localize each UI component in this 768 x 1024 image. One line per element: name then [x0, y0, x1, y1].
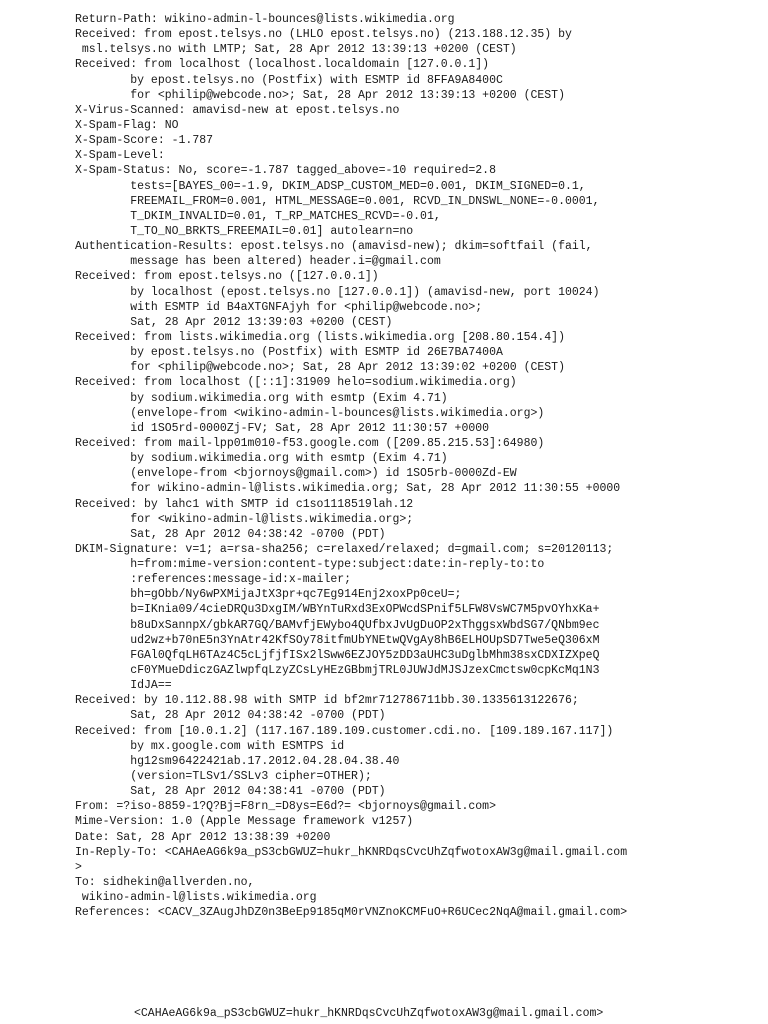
header-line: IdJA== [75, 679, 172, 693]
header-line: T_DKIM_INVALID=0.01, T_RP_MATCHES_RCVD=-0.01, [75, 209, 441, 223]
header-line: cF0YMueDdiczGAZlwpfqLzyZCsLyHEzGBbmjTRL0JUWJdMJSJzexCmctsw0cpKcMq1N3 [75, 664, 600, 678]
email-header-block [75, 12, 627, 920]
header-line: X-Spam-Flag: NO [75, 118, 179, 132]
header-line: bh=gObb/Ny6wPXMijaJtX3pr+qc7Eg914Enj2xoxPp0ceU=; [75, 588, 462, 602]
header-line: with ESMTP id B4aXTGNFAjyh for <philip@webcode.no>; [75, 300, 483, 314]
header-line: for <philip@webcode.no>; Sat, 28 Apr 2012 13:39:02 +0200 (CEST) [75, 361, 565, 375]
header-line: > [75, 860, 82, 874]
header-line: b8uDxSannpX/gbkAR7GQ/BAMvfjEWybo4QUfbxJvUgDuOP2xThggsxWbdSG7/QNbm9ec [75, 618, 600, 632]
header-line: (envelope-from <wikino-admin-l-bounces@lists.wikimedia.org>) [75, 406, 545, 420]
header-line: Received: from epost.telsys.no (LHLO epost.telsys.no) (213.188.12.35) by [75, 28, 572, 42]
header-line: by mx.google.com with ESMTPS id [75, 739, 345, 753]
header-line: FREEMAIL_FROM=0.001, HTML_MESSAGE=0.001, RCVD_IN_DNSWL_NONE=-0.0001, [75, 194, 600, 208]
header-line: wikino-admin-l@lists.wikimedia.org [75, 891, 317, 905]
header-line: b=IKnia09/4cieDRQu3DxgIM/WBYnTuRxd3ExOPWcdSPnif5LFW8VsWC7M5pvOYhxKa+ [75, 603, 600, 617]
header-line: msl.telsys.no with LMTP; Sat, 28 Apr 2012 13:39:13 +0200 (CEST) [75, 43, 517, 57]
header-line: by sodium.wikimedia.org with esmtp (Exim 4.71) [75, 452, 448, 466]
header-line: by localhost (epost.telsys.no [127.0.0.1]) (amavisd-new, port 10024) [75, 285, 600, 299]
header-line: DKIM-Signature: v=1; a=rsa-sha256; c=relaxed/relaxed; d=gmail.com; s=20120113; [75, 542, 614, 556]
header-line: FGAl0QfqLH6TAz4C5cLjfjfISx2lSww6EZJOY5zDD3aUHC3uDglbMhm38sxCDXIZXpeQ [75, 648, 600, 662]
header-line: message has been altered) header.i=@gmail.com [75, 255, 441, 269]
header-line: Sat, 28 Apr 2012 04:38:42 -0700 (PDT) [75, 527, 386, 541]
header-line: Mime-Version: 1.0 (Apple Message framework v1257) [75, 815, 414, 829]
header-line: To: sidhekin@allverden.no, [75, 876, 255, 890]
header-line: for <wikino-admin-l@lists.wikimedia.org>; [75, 512, 414, 526]
header-line: Sat, 28 Apr 2012 04:38:41 -0700 (PDT) [75, 785, 386, 799]
header-line: (envelope-from <bjornoys@gmail.com>) id 1SO5rb-0000Zd-EW [75, 467, 517, 481]
header-line: by sodium.wikimedia.org with esmtp (Exim 4.71) [75, 391, 448, 405]
header-line: for <philip@webcode.no>; Sat, 28 Apr 2012 13:39:13 +0200 (CEST) [75, 88, 565, 102]
footer-reference: <CAHAeAG6k9a_pS3cbGWUZ=hukr_hKNRDqsCvcUhZqfwotoxAW3g@mail.gmail.com> [134, 1007, 604, 1020]
header-line: Date: Sat, 28 Apr 2012 13:38:39 +0200 [75, 830, 331, 844]
header-line: Sat, 28 Apr 2012 04:38:42 -0700 (PDT) [75, 709, 386, 723]
header-line: hg12sm96422421ab.17.2012.04.28.04.38.40 [75, 754, 400, 768]
header-line: by epost.telsys.no (Postfix) with ESMTP id 26E7BA7400A [75, 346, 503, 360]
header-line: Received: from [10.0.1.2] (117.167.189.109.customer.cdi.no. [109.189.167.117]) [75, 724, 614, 738]
header-line: Received: from localhost (localhost.localdomain [127.0.0.1]) [75, 58, 490, 72]
header-line: tests=[BAYES_00=-1.9, DKIM_ADSP_CUSTOM_MED=0.001, DKIM_SIGNED=0.1, [75, 179, 586, 193]
header-line: Received: from lists.wikimedia.org (lists.wikimedia.org [208.80.154.4]) [75, 330, 565, 344]
header-line: Received: from mail-lpp01m010-f53.google.com ([209.85.215.53]:64980) [75, 436, 545, 450]
header-line: by epost.telsys.no (Postfix) with ESMTP id 8FFA9A8400C [75, 73, 503, 87]
header-line: id 1SO5rd-0000Zj-FV; Sat, 28 Apr 2012 11:30:57 +0000 [75, 421, 490, 435]
header-line: X-Spam-Score: -1.787 [75, 134, 214, 148]
header-line: T_TO_NO_BRKTS_FREEMAIL=0.01] autolearn=no [75, 224, 414, 238]
header-line: Received: from epost.telsys.no ([127.0.0.1]) [75, 270, 379, 284]
header-line: Return-Path: wikino-admin-l-bounces@lists.wikimedia.org [75, 13, 455, 26]
header-line: :references:message-id:x-mailer; [75, 573, 352, 587]
header-line: Sat, 28 Apr 2012 13:39:03 +0200 (CEST) [75, 315, 393, 329]
header-line: X-Virus-Scanned: amavisd-new at epost.telsys.no [75, 103, 400, 117]
header-line: h=from:mime-version:content-type:subject:date:in-reply-to:to [75, 558, 545, 572]
header-line: (version=TLSv1/SSLv3 cipher=OTHER); [75, 770, 372, 784]
header-line: X-Spam-Status: No, score=-1.787 tagged_above=-10 required=2.8 [75, 164, 496, 178]
header-line: Received: by 10.112.88.98 with SMTP id bf2mr712786711bb.30.1335613122676; [75, 694, 579, 708]
header-line: ud2wz+b70nE5n3YnAtr42KfSOy78itfmUbYNEtwQVgAy8hB6ELHOUpSD7Twe5eQ306xM [75, 633, 600, 647]
header-line: From: =?iso-8859-1?Q?Bj=F8rn_=D8ys=E6d?= <bjornoys@gmail.com> [75, 800, 496, 814]
header-line: Received: from localhost ([::1]:31909 helo=sodium.wikimedia.org) [75, 376, 517, 390]
header-line: Received: by lahc1 with SMTP id c1so1118519lah.12 [75, 497, 414, 511]
header-line: In-Reply-To: <CAHAeAG6k9a_pS3cbGWUZ=hukr_hKNRDqsCvcUhZqfwotoxAW3g@mail.gmail.com [75, 845, 628, 859]
header-line: X-Spam-Level: [75, 149, 165, 163]
header-line: References: <CACV_3ZAugJhDZ0n3BeEp9185qM0rVNZnoKCMFuO+R6UCec2NqA@mail.gmail.com> [75, 906, 628, 920]
header-line: Authentication-Results: epost.telsys.no (amavisd-new); dkim=softfail (fail, [75, 240, 593, 254]
header-line: for wikino-admin-l@lists.wikimedia.org; Sat, 28 Apr 2012 11:30:55 +0000 [75, 482, 621, 496]
